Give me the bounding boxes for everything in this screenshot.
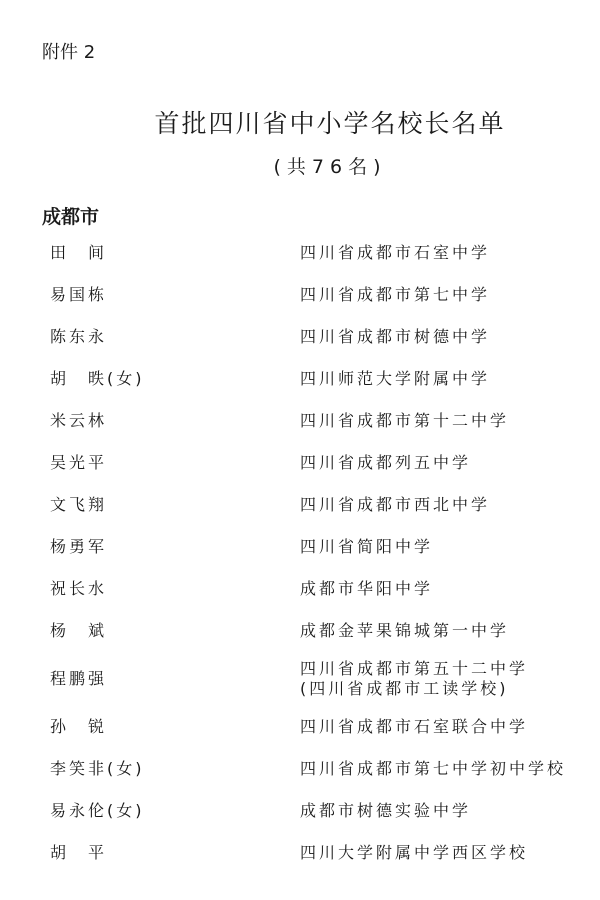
list-item: [0, 526, 600, 568]
list-item: [0, 568, 600, 610]
list-item: [0, 790, 600, 832]
list-item: [0, 442, 600, 484]
principal-name: 祝长水: [50, 579, 108, 598]
principal-name: 文飞翔: [50, 495, 108, 514]
school-name: 四川省简阳中学: [300, 537, 434, 556]
city-heading: 成都市: [42, 206, 100, 228]
list-item: [0, 706, 600, 748]
attachment-label: 附件 2: [42, 42, 96, 63]
page-title: 首批四川省中小学名校长名单: [154, 109, 506, 138]
school-name: 四川省成都市第七中学初中学校: [300, 759, 567, 778]
page-subtitle: (共76名): [273, 156, 387, 178]
school-name: 四川大学附属中学西区学校: [300, 843, 529, 862]
school-name: 四川省成都市第十二中学: [300, 411, 510, 430]
school-name: 四川省成都市石室中学: [300, 243, 491, 262]
principal-name: 杨勇军: [50, 537, 108, 556]
list-item: [0, 400, 600, 442]
principal-name: 易国栋: [50, 285, 108, 304]
principal-list: [0, 232, 600, 874]
list-item: [0, 748, 600, 790]
school-name: [300, 659, 528, 699]
school-name: 成都金苹果锦城第一中学: [300, 621, 510, 640]
principal-name: 吴光平: [50, 453, 108, 472]
list-item: [0, 484, 600, 526]
principal-name: 田 间: [50, 243, 108, 262]
principal-name: 易永伦(女): [50, 801, 145, 820]
list-item: [0, 610, 600, 652]
principal-name: 孙 锐: [50, 717, 108, 736]
school-name: 四川省成都市石室联合中学: [300, 717, 529, 736]
list-item: [0, 832, 600, 874]
list-item: [0, 316, 600, 358]
list-item: [0, 232, 600, 274]
school-name: 四川省成都列五中学: [300, 453, 472, 472]
principal-name: 杨 斌: [50, 621, 108, 640]
school-name-line1: 四川省成都市第五十二中学: [300, 659, 529, 678]
list-item: [0, 652, 600, 706]
school-name: 成都市树德实验中学: [300, 801, 472, 820]
principal-name: 程鹏强: [50, 669, 108, 688]
principal-name: 李笑非(女): [50, 759, 145, 778]
principal-name: 米云林: [50, 411, 108, 430]
school-name: 四川省成都市树德中学: [300, 327, 491, 346]
principal-name: 陈东永: [50, 327, 108, 346]
school-name: 四川师范大学附属中学: [300, 369, 491, 388]
principal-name: 胡 平: [50, 843, 108, 862]
school-name-line2: (四川省成都市工读学校): [300, 679, 509, 698]
list-item: [0, 358, 600, 400]
list-item: [0, 274, 600, 316]
principal-name: 胡 昳(女): [50, 369, 145, 388]
school-name: 成都市华阳中学: [300, 579, 434, 598]
school-name: 四川省成都市第七中学: [300, 285, 491, 304]
school-name: 四川省成都市西北中学: [300, 495, 491, 514]
